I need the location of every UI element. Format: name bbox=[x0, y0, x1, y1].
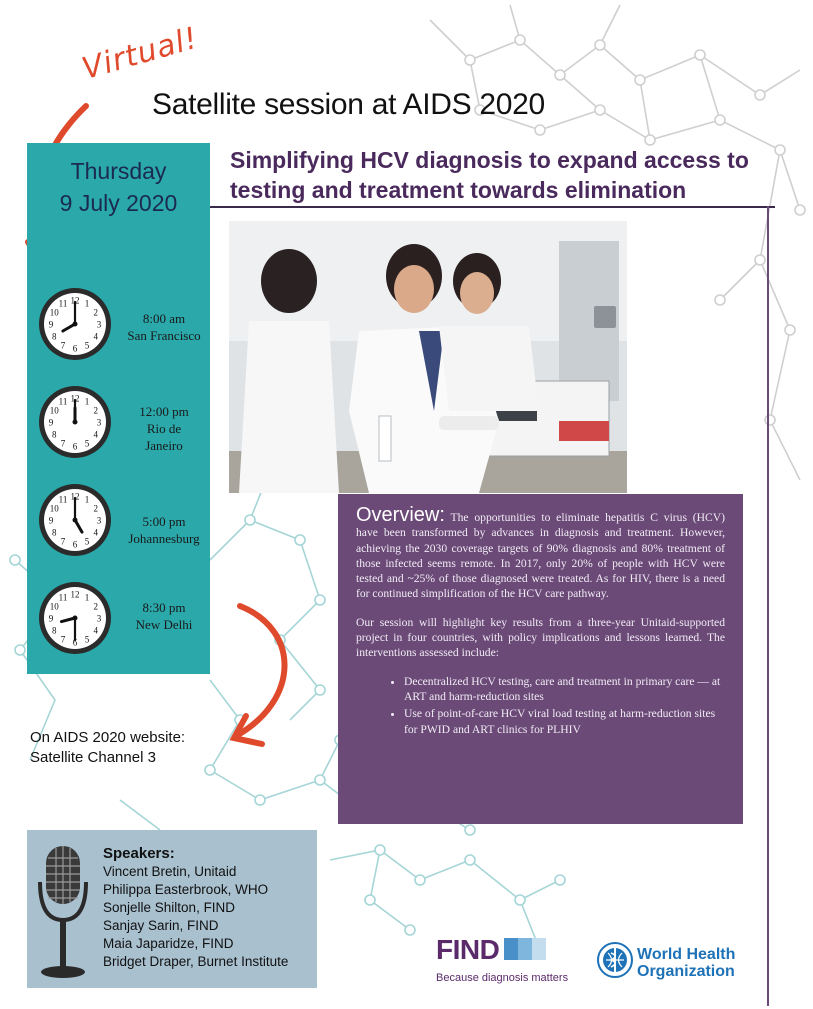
time-city: Johannesburg bbox=[128, 531, 200, 546]
find-logo-text: FIND bbox=[436, 934, 500, 965]
svg-text:11: 11 bbox=[58, 396, 68, 407]
time-city: San Francisco bbox=[127, 328, 201, 343]
time-label bbox=[118, 599, 210, 633]
svg-text:4: 4 bbox=[93, 331, 99, 342]
overview-paragraph-1 bbox=[356, 504, 725, 602]
clock-icon bbox=[37, 482, 113, 558]
page-title: Satellite session at AIDS 2020 bbox=[152, 88, 545, 121]
time-label bbox=[118, 310, 210, 344]
time-city: New Delhi bbox=[135, 617, 193, 632]
svg-text:2: 2 bbox=[93, 601, 99, 612]
svg-text:2: 2 bbox=[93, 307, 99, 318]
svg-text:3: 3 bbox=[96, 515, 102, 526]
speaker-name: Vincent Bretin, Unitaid bbox=[103, 864, 237, 879]
overview-heading: Overview: bbox=[356, 504, 445, 526]
website-line-1: On AIDS 2020 website: bbox=[30, 729, 186, 746]
time-value: 5:00 pm bbox=[142, 514, 186, 529]
svg-text:3: 3 bbox=[96, 417, 102, 428]
svg-text:4: 4 bbox=[93, 527, 99, 538]
clock-icon bbox=[37, 580, 113, 656]
svg-text:11: 11 bbox=[58, 298, 68, 309]
svg-text:10: 10 bbox=[49, 503, 59, 514]
svg-text:5: 5 bbox=[84, 536, 90, 547]
date-day: Thursday bbox=[70, 158, 167, 184]
speaker-name: Bridget Draper, Burnet Institute bbox=[103, 954, 289, 969]
speaker-name: Sanjay Sarin, FIND bbox=[103, 918, 219, 933]
svg-text:6: 6 bbox=[72, 343, 78, 354]
svg-text:12: 12 bbox=[70, 491, 80, 502]
svg-text:7: 7 bbox=[60, 634, 66, 645]
virtual-tag: Virtual! bbox=[78, 20, 203, 87]
svg-text:9: 9 bbox=[48, 613, 54, 624]
svg-text:7: 7 bbox=[60, 438, 66, 449]
find-logo-mark bbox=[504, 936, 548, 962]
time-value: 8:30 pm bbox=[142, 600, 186, 615]
svg-text:2: 2 bbox=[93, 405, 99, 416]
overview-paragraph-2: Our session will highlight key results from a three-year Unitaid-supported project in four countries, with policy implications and lessons learned. The interventions assessed include: bbox=[356, 615, 725, 660]
intervention-item: • Use of point-of-care HCV viral load testing at harm-reduction sites for PWID and ART clinics for PLHIV bbox=[404, 706, 725, 737]
svg-text:5: 5 bbox=[84, 438, 90, 449]
speaker-name: Maia Japaridze, FIND bbox=[103, 936, 234, 951]
svg-text:7: 7 bbox=[60, 340, 66, 351]
who-logo-text bbox=[637, 946, 735, 980]
lab-photo bbox=[229, 221, 627, 493]
svg-text:4: 4 bbox=[93, 625, 99, 636]
svg-text:9: 9 bbox=[48, 515, 54, 526]
svg-text:5: 5 bbox=[84, 340, 90, 351]
svg-text:12: 12 bbox=[70, 393, 80, 404]
svg-text:5: 5 bbox=[84, 634, 90, 645]
svg-text:3: 3 bbox=[96, 613, 102, 624]
website-info bbox=[30, 728, 185, 768]
time-value: 8:00 am bbox=[142, 311, 186, 326]
vertical-divider bbox=[767, 206, 769, 1006]
svg-text:11: 11 bbox=[58, 494, 68, 505]
svg-text:6: 6 bbox=[72, 539, 78, 550]
speaker-name: Sonjelle Shilton, FIND bbox=[103, 900, 236, 915]
subtitle-divider bbox=[210, 206, 775, 208]
speaker-name: Philippa Easterbrook, WHO bbox=[103, 882, 269, 897]
svg-text:3: 3 bbox=[96, 319, 102, 330]
microphone-icon bbox=[34, 842, 94, 982]
time-label bbox=[118, 403, 210, 454]
svg-text:8: 8 bbox=[51, 527, 57, 538]
who-line-1: World Health bbox=[637, 946, 736, 963]
svg-text:8: 8 bbox=[51, 429, 57, 440]
find-tagline: Because diagnosis matters bbox=[436, 972, 569, 984]
svg-text:10: 10 bbox=[49, 405, 59, 416]
clock-icon bbox=[37, 286, 113, 362]
svg-text:9: 9 bbox=[48, 319, 54, 330]
svg-text:1: 1 bbox=[84, 396, 90, 407]
svg-text:11: 11 bbox=[58, 592, 68, 603]
time-value: 12:00 pm bbox=[139, 404, 189, 419]
overview-text-1: The opportunities to eliminate hepatitis C virus (HCV) have been transformed by advances in diagnosis and treatment. However, achieving the 2030 coverage targets of 90% diagnosis and 80% treatment of those infected seems remote. In 2017, only 20% of people with HCV were tested and ~25% of those diagnosed were treated. As for HIV, there is a need for continued simplification of the HCV care pathway. bbox=[356, 511, 725, 601]
svg-text:6: 6 bbox=[72, 441, 78, 452]
time-label bbox=[118, 513, 210, 547]
svg-text:12: 12 bbox=[70, 589, 80, 600]
time-city: Rio de Janeiro bbox=[145, 421, 183, 453]
intervention-list bbox=[356, 674, 725, 737]
svg-text:8: 8 bbox=[51, 331, 57, 342]
svg-text:2: 2 bbox=[93, 503, 99, 514]
svg-text:7: 7 bbox=[60, 536, 66, 547]
who-line-2: Organization bbox=[637, 963, 735, 980]
overview-box bbox=[338, 494, 743, 824]
svg-text:1: 1 bbox=[84, 298, 90, 309]
clock-icon bbox=[37, 384, 113, 460]
date-full: 9 July 2020 bbox=[59, 190, 178, 216]
session-subtitle: Simplifying HCV diagnosis to expand access to testing and treatment towards elimination bbox=[230, 147, 749, 203]
svg-text:6: 6 bbox=[72, 637, 78, 648]
svg-text:1: 1 bbox=[84, 592, 90, 603]
intervention-item: • Decentralized HCV testing, care and treatment in primary care — at ART and harm-reduction sites bbox=[404, 674, 725, 705]
svg-text:1: 1 bbox=[84, 494, 90, 505]
speakers-heading: Speakers: bbox=[103, 845, 175, 862]
find-logo bbox=[436, 934, 548, 966]
svg-text:9: 9 bbox=[48, 417, 54, 428]
svg-text:4: 4 bbox=[93, 429, 99, 440]
svg-text:8: 8 bbox=[51, 625, 57, 636]
who-emblem-icon bbox=[596, 941, 634, 979]
website-line-2: Satellite Channel 3 bbox=[30, 749, 156, 766]
svg-text:10: 10 bbox=[49, 601, 59, 612]
svg-text:12: 12 bbox=[70, 295, 80, 306]
svg-text:10: 10 bbox=[49, 307, 59, 318]
